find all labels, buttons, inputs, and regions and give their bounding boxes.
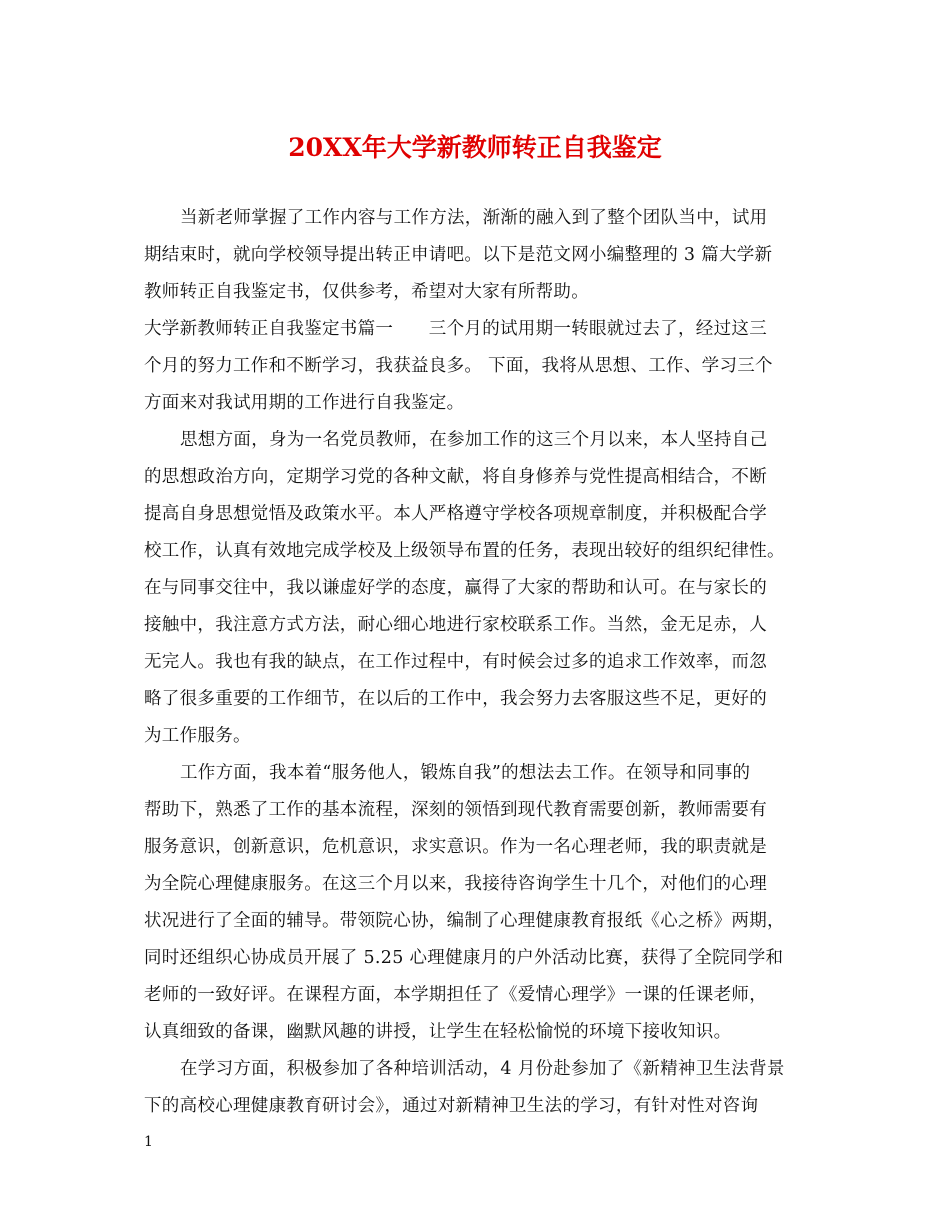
page-number: 1 — [144, 1134, 153, 1150]
body-line: 大学新教师转正自我鉴定书篇一 三个月的试用期一转眼就过去了，经过这三 — [144, 319, 767, 339]
body-line: 为全院心理健康服务。在这三个月以来，我接待咨询学生十几个，对他们的心理 — [144, 874, 767, 894]
body-line: 教师转正自我鉴定书，仅供参考，希望对大家有所帮助。 — [144, 282, 589, 302]
body-line: 提高自身思想觉悟及政策水平。本人严格遵守学校各项规章制度，并积极配合学 — [144, 504, 767, 524]
body-line: 工作方面，我本着“服务他人，锻炼自我”的想法去工作。在领导和同事的 — [180, 763, 751, 783]
body-line: 略了很多重要的工作细节，在以后的工作中，我会努力去客服这些不足，更好的 — [144, 689, 767, 709]
body-line: 服务意识，创新意识，危机意识，求实意识。作为一名心理老师，我的职责就是 — [144, 837, 767, 857]
body-line: 帮助下，熟悉了工作的基本流程，深刻的领悟到现代教育需要创新，教师需要有 — [144, 800, 767, 820]
body-line: 校工作，认真有效地完成学校及上级领导布置的任务，表现出较好的组织纪律性。 — [144, 541, 785, 561]
body-line: 思想方面，身为一名党员教师，在参加工作的这三个月以来，本人坚持自己 — [180, 430, 768, 450]
body-line: 老师的一致好评。在课程方面，本学期担任了《爱情心理学》一课的任课老师， — [144, 985, 767, 1005]
body-line: 同时还组织心协成员开展了 5.25 心理健康月的户外活动比赛，获得了全院同学和 — [144, 948, 784, 968]
body-line: 无完人。我也有我的缺点，在工作过程中，有时候会过多的追求工作效率，而忽 — [144, 652, 767, 672]
body-line: 认真细致的备课，幽默风趣的讲授，让学生在轻松愉悦的环境下接收知识。 — [144, 1022, 732, 1042]
document-title: 20XX年大学新教师转正自我鉴定 — [288, 133, 662, 162]
body-line: 下的高校心理健康教育研讨会》，通过对新精神卫生法的学习，有针对性对咨询 — [144, 1096, 759, 1116]
body-line: 方面来对我试用期的工作进行自我鉴定。 — [144, 393, 465, 413]
body-line: 为工作服务。 — [144, 726, 251, 746]
body-line: 接触中，我注意方式方法，耐心细心地进行家校联系工作。当然，金无足赤，人 — [144, 615, 767, 635]
body-line: 个月的努力工作和不断学习，我获益良多。 下面，我将从思想、工作、学习三个 — [144, 356, 773, 376]
body-line: 状况进行了全面的辅导。带领院心协，编制了心理健康教育报纸《心之桥》两期， — [144, 911, 785, 931]
document-body — [144, 200, 824, 1125]
body-line: 期结束时，就向学校领导提出转正申请吧。以下是范文网小编整理的 3 篇大学新 — [144, 245, 773, 265]
body-line: 在与同事交往中，我以谦虚好学的态度，赢得了大家的帮助和认可。在与家长的 — [144, 578, 767, 598]
body-line: 在学习方面，积极参加了各种培训活动，4 月份赴参加了《新精神卫生法背景 — [180, 1059, 785, 1079]
body-line: 当新老师掌握了工作内容与工作方法，渐渐的融入到了整个团队当中，试用 — [180, 208, 768, 228]
body-line: 的思想政治方向，定期学习党的各种文献，将自身修养与党性提高相结合，不断 — [144, 467, 767, 487]
